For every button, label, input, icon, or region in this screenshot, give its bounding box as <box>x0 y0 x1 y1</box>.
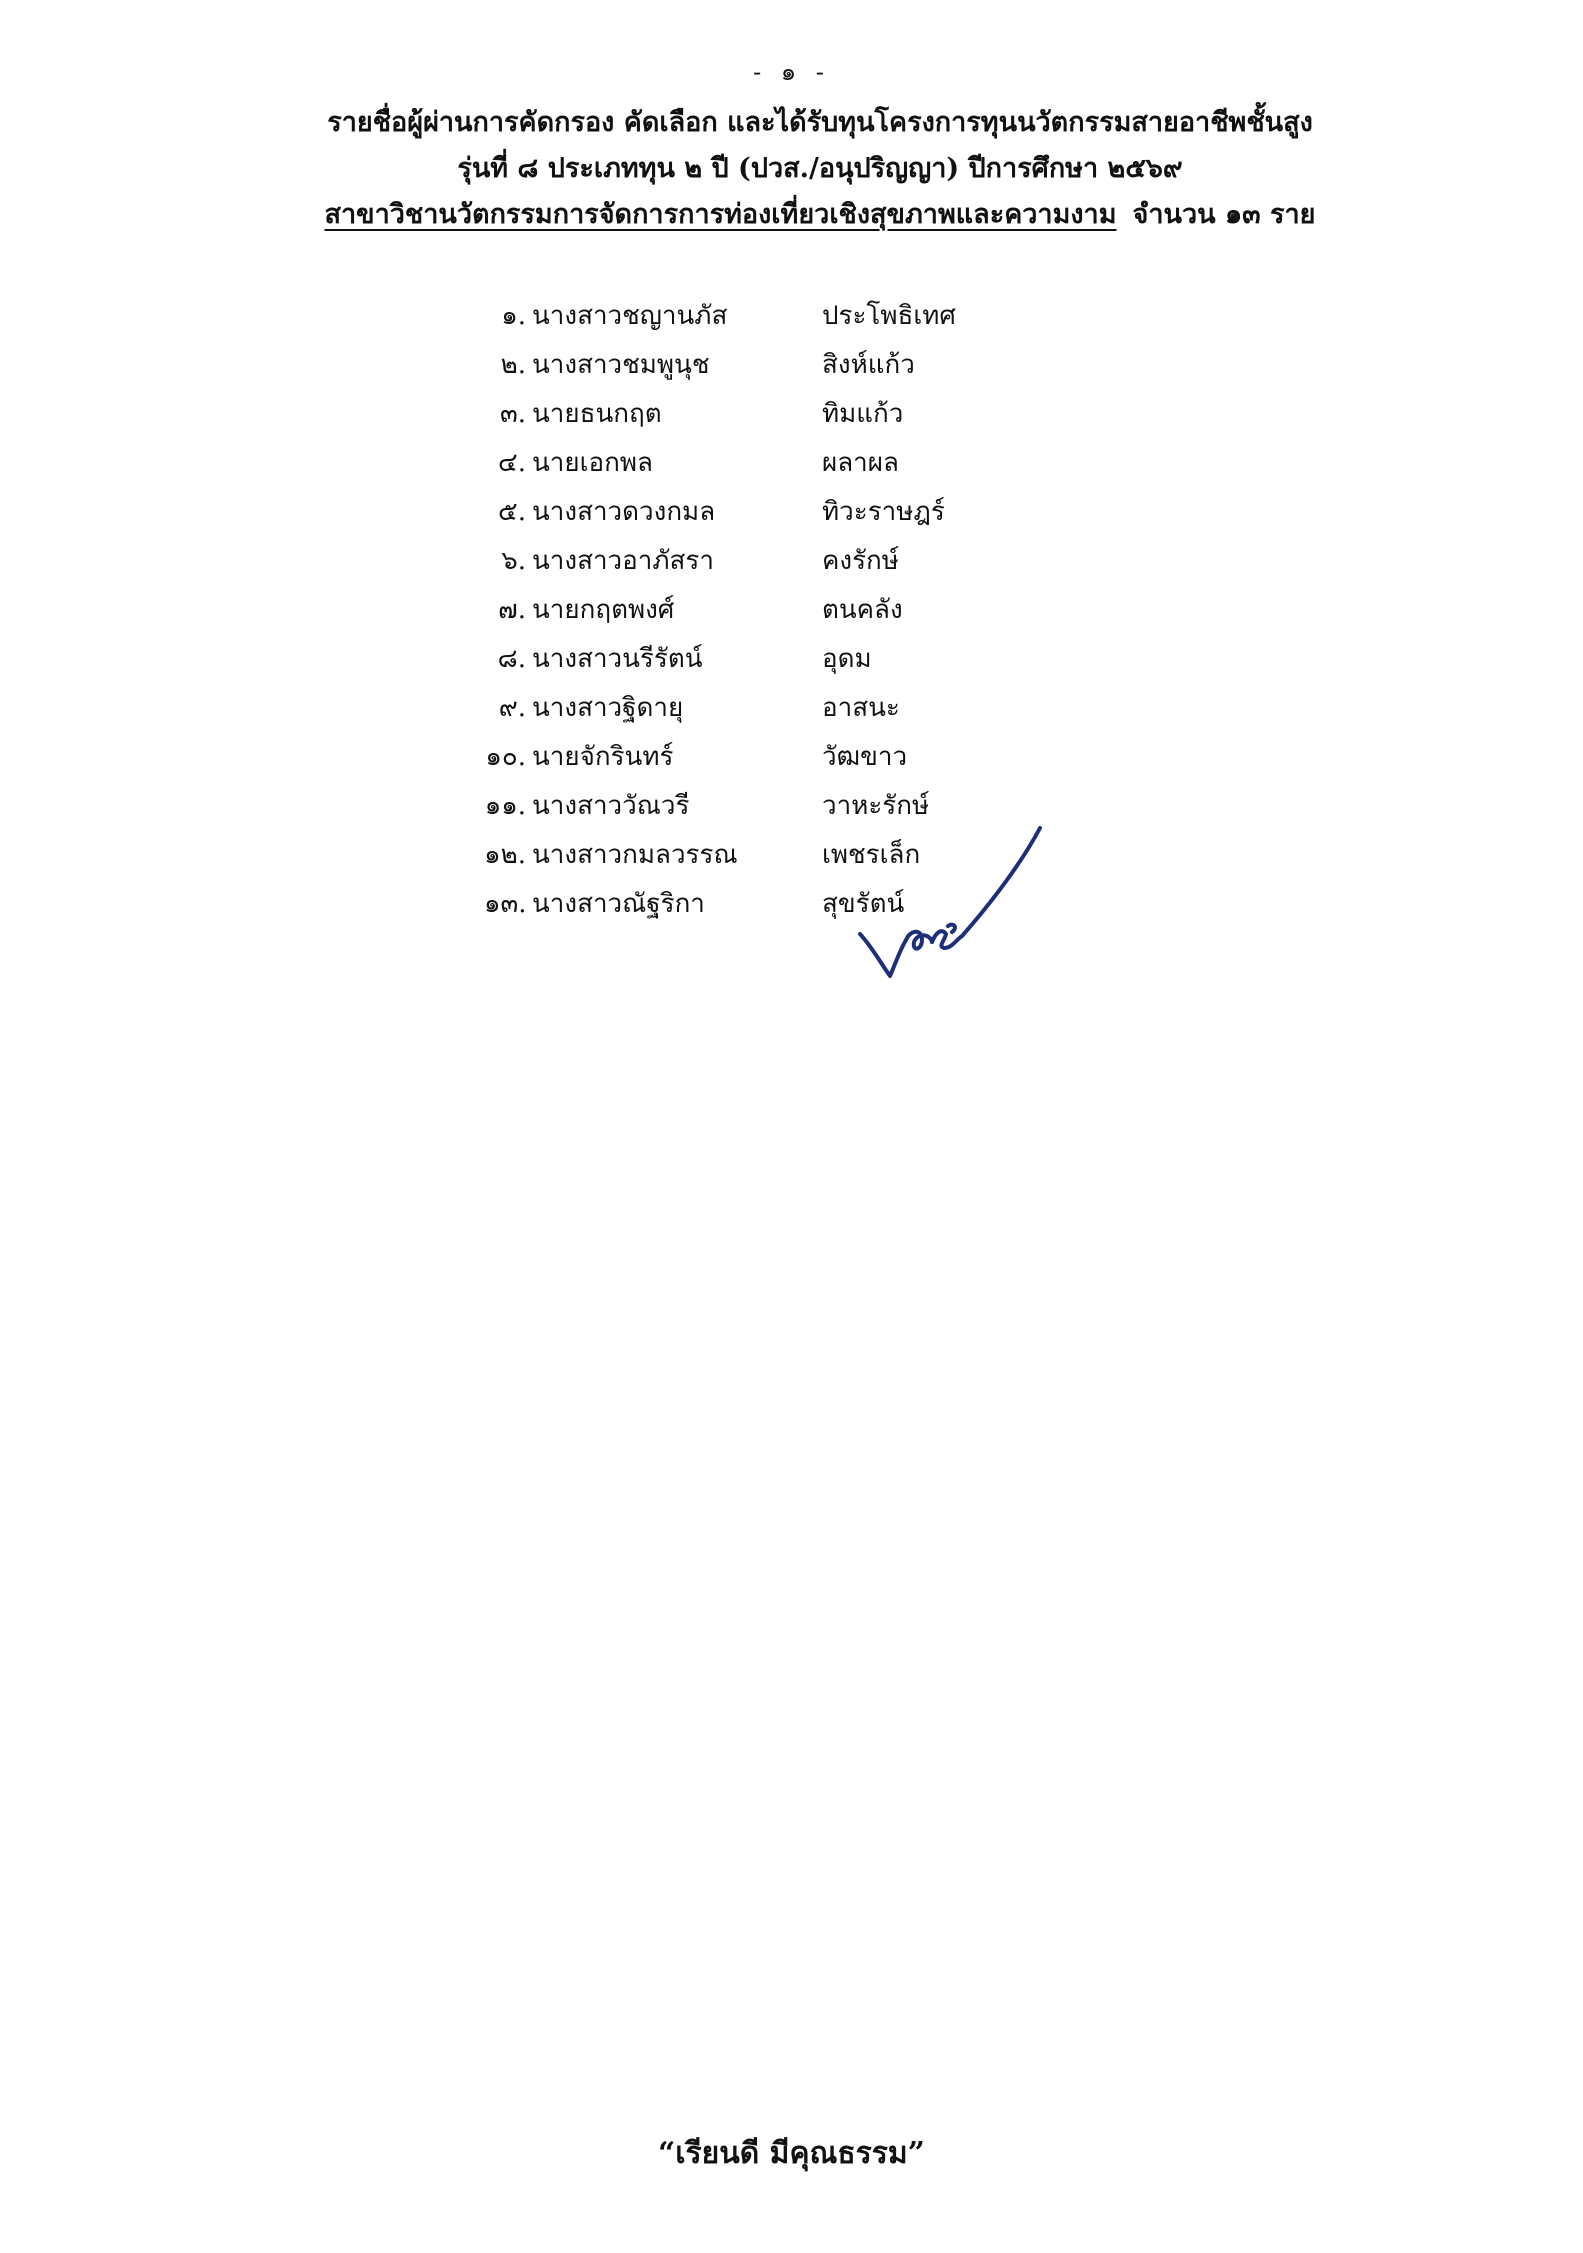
list-item-given-name: นางสาวชมพูนุช <box>532 350 710 380</box>
list-item <box>484 635 1044 684</box>
motto: “เรียนดี มีคุณธรรม” <box>658 2136 925 2171</box>
list-item <box>484 488 1044 537</box>
list-item-surname: อาสนะ <box>822 693 900 723</box>
list-item-number: ๑๓. <box>484 889 527 919</box>
major-name: สาขาวิชานวัตกรรมการจัดการการท่องเที่ยวเชิงสุขภาพและความงาม <box>324 199 1117 230</box>
list-item-number: ๑๐. <box>485 742 526 772</box>
list-item <box>484 439 1044 488</box>
list-item <box>484 733 1044 782</box>
list-item-surname: สุขรัตน์ <box>822 889 905 919</box>
list-item-given-name: นางสาวฐิดายุ <box>532 693 684 723</box>
list-item-number: ๙. <box>498 693 526 723</box>
list-item-surname: สิงห์แก้ว <box>822 350 915 380</box>
header-title-line-1: รายชื่อผู้ผ่านการคัดกรอง คัดเลือก และได้รับทุนโครงการทุนนวัตกรรมสายอาชีพชั้นสูง <box>327 107 1313 138</box>
list-item-surname: ผลาผล <box>822 448 899 478</box>
header-title-line-3 <box>300 192 1340 238</box>
list-item <box>484 537 1044 586</box>
list-item-surname: ประโพธิเทศ <box>822 301 956 331</box>
list-item <box>484 586 1044 635</box>
list-item-number: ๓. <box>499 399 526 429</box>
list-item-given-name: นางสาวกมลวรรณ <box>532 840 738 870</box>
list-item-given-name: นายธนกฤต <box>532 399 662 429</box>
list-item-surname: คงรักษ์ <box>822 546 899 576</box>
list-item-given-name: นางสาวณัฐริกา <box>532 889 705 919</box>
list-item-given-name: นางสาววัณวรี <box>532 791 690 821</box>
list-item-number: ๑๑. <box>484 791 526 821</box>
list-item-surname: วาหะรักษ์ <box>822 791 930 821</box>
header-title-line-2: รุ่นที่ ๘ ประเภททุน ๒ ปี (ปวส./อนุปริญญา) ปีการศึกษา ๒๕๖๙ <box>457 153 1183 184</box>
list-item <box>484 684 1044 733</box>
list-item <box>484 341 1044 390</box>
list-item <box>484 292 1044 341</box>
list-item-surname: ตนคลัง <box>822 595 903 625</box>
list-item-number: ๑. <box>501 301 526 331</box>
list-item-number: ๖. <box>501 546 526 576</box>
list-item-surname: ทิมแก้ว <box>822 399 904 429</box>
list-item-given-name: นายจักรินทร์ <box>532 742 674 772</box>
list-item-given-name: นายกฤตพงศ์ <box>532 595 675 625</box>
list-item-number: ๔. <box>498 448 526 478</box>
list-item-number: ๒. <box>500 350 526 380</box>
list-item-number: ๑๒. <box>484 840 526 870</box>
handwritten-signature <box>852 822 1052 987</box>
list-item-number: ๕. <box>498 497 526 527</box>
list-item <box>484 390 1044 439</box>
list-item-given-name: นางสาวชญานภัส <box>532 301 728 331</box>
recipient-count: จำนวน ๑๓ ราย <box>1132 199 1316 230</box>
list-item-surname: วัฒขาว <box>822 742 908 772</box>
list-item-number: ๘. <box>497 644 526 674</box>
list-item-given-name: นางสาวอาภัสรา <box>532 546 714 576</box>
list-item-given-name: นายเอกพล <box>532 448 653 478</box>
list-item-given-name: นางสาวดวงกมล <box>532 497 716 527</box>
list-item-surname: อุดม <box>822 644 872 674</box>
list-item-number: ๗. <box>498 595 526 625</box>
list-item-given-name: นางสาวนรีรัตน์ <box>532 644 703 674</box>
document-header <box>300 100 1340 238</box>
page-number: - ๑ - <box>753 58 830 86</box>
list-item-surname: เพชรเล็ก <box>822 840 921 870</box>
list-item-surname: ทิวะราษฎร์ <box>822 497 945 527</box>
